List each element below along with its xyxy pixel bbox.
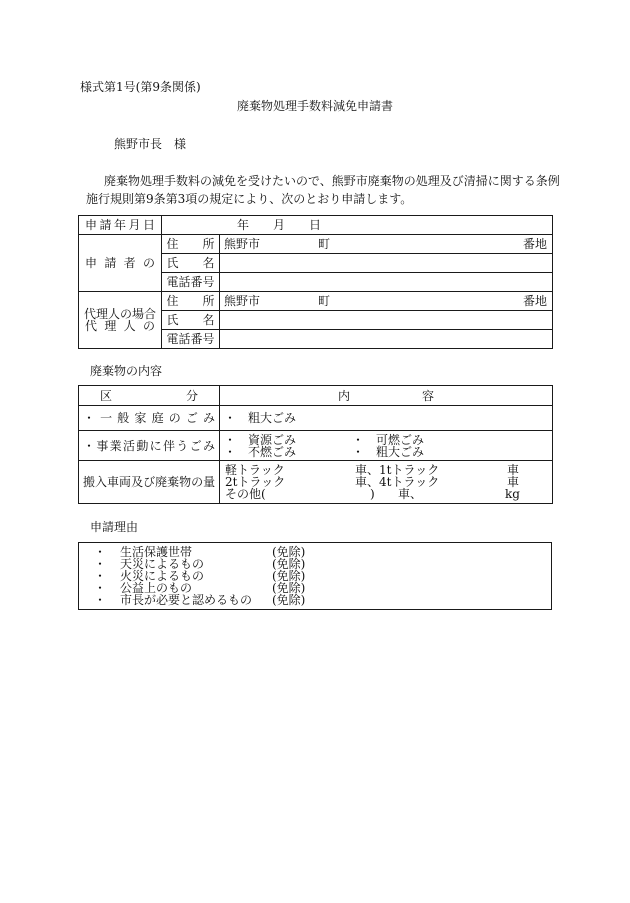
household-row [79,406,553,431]
agent-address-label-cell [162,292,220,311]
applicant-group-cell [79,235,162,292]
bullet-icon: ・ [94,557,107,571]
bullet-icon: ・ [224,411,237,425]
reason-list [78,542,552,610]
reason-note: (免除) [272,545,306,559]
vehicle-unit: 車 [507,475,520,489]
reason-label: 火災によるもの [120,569,205,583]
household-option [224,412,296,424]
agent-name-label-cell [162,311,220,330]
vehicle-type: 2tトラック [225,475,286,489]
bullet-icon: ・ [352,432,365,447]
bullet-icon: ・ [94,581,107,595]
category-header-cell [79,386,220,406]
weight-unit: kg [505,487,520,501]
household-option-label: 粗大ごみ [248,411,297,425]
bullet-icon: ・ [224,432,237,447]
agent-address-field [220,292,553,311]
business-option-label: 粗大ごみ [376,444,425,459]
agent-name-label: 氏 名 [166,313,215,327]
agent-group-cell [79,292,162,349]
business-label-cell [79,431,220,461]
addressee: 熊野市長 様 [114,137,187,151]
applicant-name-field [220,254,553,273]
reason-label: 天災によるもの [120,557,205,571]
applicant-address-field [220,235,553,254]
date-label-cell [79,216,162,235]
application-table [78,215,553,349]
reason-note: (免除) [272,581,306,595]
vehicle-unit-type: 車、1tトラック [355,463,440,477]
agent-address-city: 熊野市 [224,294,261,308]
applicant-phone-field [220,273,553,292]
waste-section-heading: 廃棄物の内容 [90,364,163,378]
business-label: ・ 事 業 活 動 に 伴 う ご み [83,438,215,453]
business-row [79,431,553,461]
applicant-name-label-cell [162,254,220,273]
agent-address-lot: 番地 [523,294,548,308]
bullet-icon: ・ [94,593,107,607]
bullet-icon: ・ [94,569,107,583]
reason-label: 生活保護世帯 [120,545,193,559]
vehicle-count-unit: 車、 [398,487,423,501]
waste-table [78,385,553,504]
business-option [352,446,424,458]
applicant-address-city: 熊野市 [224,237,261,251]
reason-note: (免除) [272,569,306,583]
date-value: 年 月 日 [237,218,322,232]
vehicle-other-close: ) [370,487,375,501]
vehicle-unit: 車 [507,463,520,477]
form-number: 様式第1号(第9条関係) [80,80,201,94]
household-options-cell [220,406,553,431]
content-header-cell [220,386,553,406]
applicant-address-row [79,235,553,254]
applicant-address-town: 町 [318,237,331,251]
household-label: ・ 一 般 家 庭 の ご み [83,411,215,425]
vehicles-row [79,461,553,504]
reason-label: 市長が必要と認めるもの [120,593,253,607]
vehicles-label: 搬 入 車 両 及 び 廃 棄 物 の 量 [83,475,216,489]
reason-note: (免除) [272,557,306,571]
reason-label: 公益上のもの [120,581,193,595]
waste-header-row [79,386,553,406]
agent-address-row [79,292,553,311]
vehicles-line [220,488,552,500]
applicant-address-lot: 番地 [523,237,548,251]
agent-group-label-line1: 代理人の場合 [83,307,156,321]
reason-section-heading: 申請理由 [90,520,139,534]
applicant-address-label: 住 所 [166,237,215,251]
applicant-name-label: 氏 名 [166,256,215,270]
agent-phone-label: 電 話 番 号 [166,332,215,346]
reason-note: (免除) [272,593,306,607]
applicant-phone-label-cell [162,273,220,292]
vehicle-unit-type: 車、4tトラック [355,475,440,489]
agent-phone-label-cell [162,330,220,349]
date-value-cell [162,216,553,235]
reason-item [79,594,551,606]
business-option-label: 不燃ごみ [248,444,297,459]
applicant-address-label-cell [162,235,220,254]
agent-phone-field [220,330,553,349]
intro-line-2: 施行規則第9条第3項の規定により、次のとおり申請します。 [86,192,413,206]
household-label-cell [79,406,220,431]
vehicles-label-cell [79,461,220,504]
content-header: 内 容 [338,388,434,403]
vehicle-type: 軽トラック [225,463,285,477]
vehicles-detail-cell [220,461,553,504]
applicant-group-label: 申 請 者 の [85,256,155,270]
business-option-label: 可燃ごみ [376,432,425,447]
bullet-icon: ・ [94,545,107,559]
agent-group-label-line2: 代 理 人 の [85,319,155,333]
intro-line-1: 廃棄物処理手数料の減免を受けたいので、熊野市廃棄物の処理及び清掃に関する条例 [104,174,560,188]
category-header: 区 分 [100,388,198,403]
date-row [79,216,553,235]
agent-address-town: 町 [318,294,331,308]
document-title: 廃棄物処理手数料減免申請書 [236,99,393,113]
business-option [224,446,296,458]
agent-address-label: 住 所 [166,294,215,308]
business-options-cell [220,431,553,461]
date-label: 申 請 年 月 日 [85,218,155,232]
business-option-label: 資源ごみ [248,432,297,447]
vehicles-line [220,476,552,488]
bullet-icon: ・ [352,444,365,459]
applicant-phone-label: 電 話 番 号 [166,275,215,289]
agent-name-field [220,311,553,330]
vehicle-other-open: その他( [225,487,266,501]
bullet-icon: ・ [224,444,237,459]
